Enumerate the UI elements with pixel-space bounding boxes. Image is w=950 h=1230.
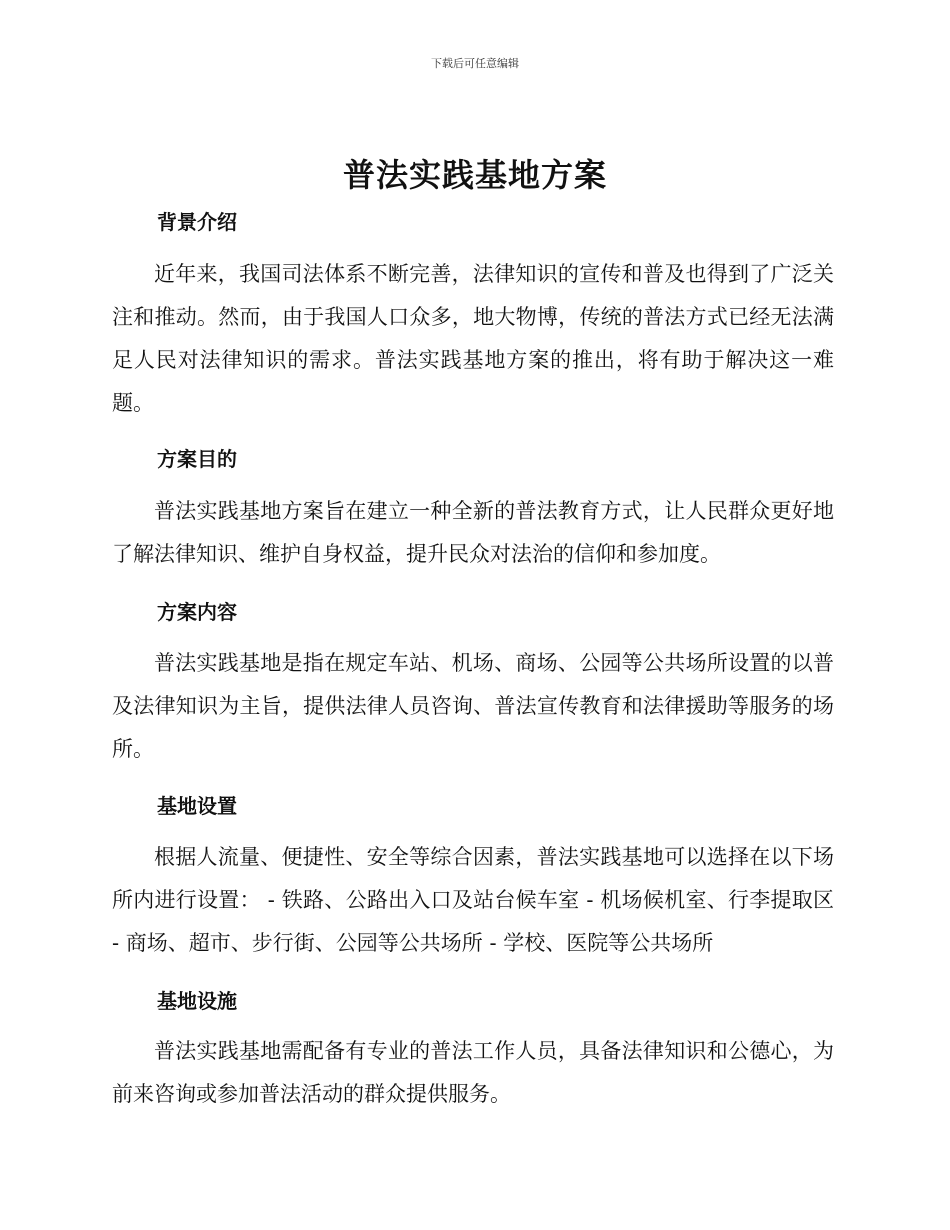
section-text-content: 普法实践基地是指在规定车站、机场、商场、公园等公共场所设置的以普及法律知识为主旨，提供法律人员咨询、普法宣传教育和法律援助等服务的场所。 (112, 651, 834, 761)
section-heading-purpose: 方案目的 (157, 447, 237, 471)
document-title: 普法实践基地方案 (342, 156, 607, 194)
section-text-purpose: 普法实践基地方案旨在建立一种全新的普法教育方式，让人民群众更好地了解法律知识、维护自身权益，提升民众对法治的信仰和参加度。 (112, 499, 834, 566)
section-heading-background: 背景介绍 (157, 210, 237, 234)
section-text-facilities: 普法实践基地需配备有专业的普法工作人员，具备法律知识和公德心，为前来咨询或参加普法活动的群众提供服务。 (112, 1039, 834, 1106)
section-text-background: 近年来，我国司法体系不断完善，法律知识的宣传和普及也得到了广泛关注和推动。然而，由于我国人口众多，地大物博，传统的普法方式已经无法满足人民对法律知识的需求。普法实践基地方案的推出，将有助于解决这一难题。 (112, 262, 834, 415)
section-text-site-setup: 根据人流量、便捷性、安全等综合因素，普法实践基地可以选择在以下场所内进行设置： - 铁路、公路出入口及站台候车室 - 机场候机室、行李提取区 - 商场、超市、步行街、公园等公共场所 - 学校、医院等公共场所 (112, 845, 834, 955)
section-heading-site-setup: 基地设置 (157, 794, 237, 818)
section-heading-content: 方案内容 (157, 600, 237, 624)
header-note: 下载后可任意编辑 (431, 57, 519, 70)
section-heading-facilities: 基地设施 (157, 989, 237, 1013)
